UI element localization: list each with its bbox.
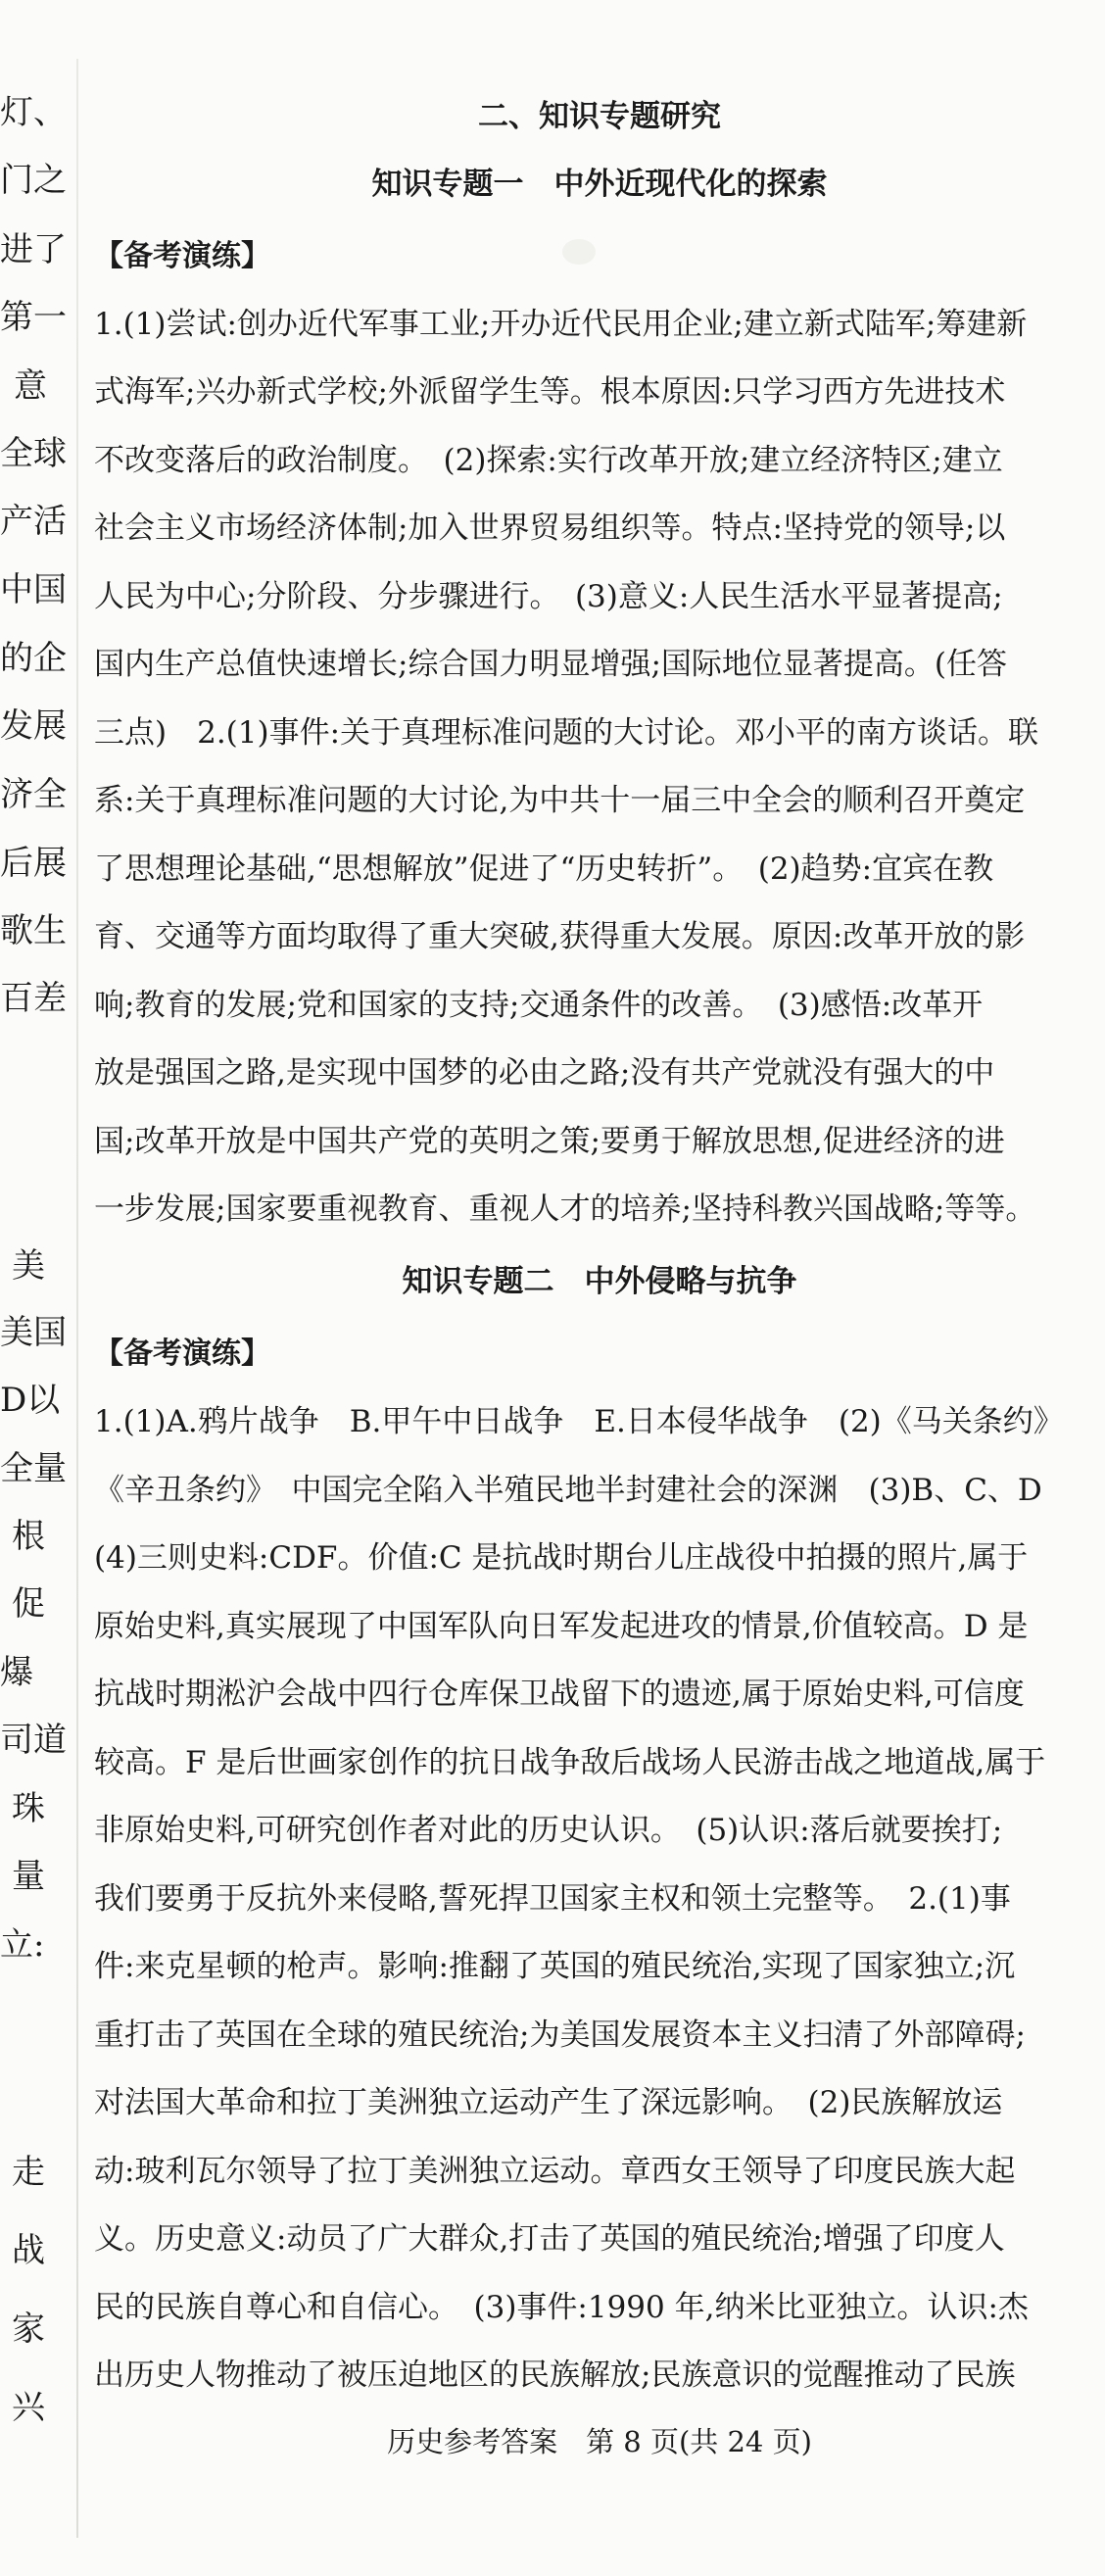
margin-fragment: 战 bbox=[12, 2231, 45, 2270]
topic1-line: 1.(1)尝试:创办近代军事工业;开办近代民用企业;建立新式陆军;筹建新 bbox=[94, 307, 1028, 342]
margin-fragment: 意 bbox=[14, 366, 47, 406]
topic2-line: 件:来克星顿的枪声。影响:推翻了英国的殖民统治,实现了国家独立;沉 bbox=[94, 1949, 1016, 1984]
margin-fragment: 根 bbox=[12, 1517, 45, 1556]
topic1-line: 国;改革开放是中国共产党的英明之策;要勇于解放思想,促进经济的进 bbox=[94, 1124, 1005, 1159]
topic2-line: 原始史料,真实展现了中国军队向日军发起进攻的情景,价值较高。D 是 bbox=[94, 1609, 1029, 1644]
margin-fragment: 第一 bbox=[0, 298, 67, 337]
margin-fragment: 促 bbox=[12, 1584, 45, 1624]
topic1-line: 育、交通等方面均取得了重大突破,获得重大发展。原因:改革开放的影 bbox=[94, 919, 1026, 954]
topic1-line: 人民为中心;分阶段、分步骤进行。 (3)意义:人民生活水平显著提高; bbox=[94, 579, 1003, 614]
margin-fragment: 百差 bbox=[0, 979, 67, 1018]
page-footer: 历史参考答案 第 8 页(共 24 页) bbox=[387, 2425, 812, 2458]
margin-fragment: 歌生 bbox=[0, 911, 67, 950]
margin-fragment: 家 bbox=[12, 2309, 45, 2349]
margin-fragment: 全量 bbox=[0, 1449, 67, 1488]
margin-fragment: 中国 bbox=[0, 570, 67, 609]
topic2-line: 出历史人物推动了被压迫地区的民族解放;民族意识的觉醒推动了民族 bbox=[94, 2357, 1016, 2393]
topic1-title: 知识专题一 中外近现代化的探索 bbox=[371, 167, 828, 202]
topic2-line: 《辛丑条约》 中国完全陷入半殖民地半封建社会的深渊 (3)B、C、D bbox=[94, 1473, 1042, 1508]
margin-fragment: 爆 bbox=[0, 1653, 33, 1692]
margin-fragment: 济全 bbox=[0, 775, 67, 814]
margin-fragment: 美 bbox=[12, 1246, 45, 1286]
topic1-line: 社会主义市场经济体制;加入世界贸易组织等。特点:坚持党的领导;以 bbox=[94, 510, 1006, 546]
margin-fragment: 兴 bbox=[12, 2388, 45, 2427]
margin-fragment: 灯、 bbox=[0, 93, 67, 132]
topic1-line: 国内生产总值快速增长;综合国力明显增强;国际地位显著提高。(任答 bbox=[94, 647, 1007, 682]
margin-fragment: 立: bbox=[0, 1925, 45, 1965]
margin-fragment: 后展 bbox=[0, 844, 67, 883]
margin-fragment: 走 bbox=[12, 2153, 45, 2192]
left-page-margin bbox=[0, 0, 83, 2576]
topic2-line: 民的民族自尊心和自信心。 (3)事件:1990 年,纳米比亚独立。认识:杰 bbox=[94, 2290, 1029, 2325]
topic2-line: 动:玻利瓦尔领导了拉丁美洲独立运动。章西女王领导了印度民族大起 bbox=[94, 2154, 1016, 2189]
topic1-line: 响;教育的发展;党和国家的支持;交通条件的改善。 (3)感悟:改革开 bbox=[94, 988, 984, 1023]
margin-fragment: D以 bbox=[0, 1381, 61, 1420]
margin-fragment: 的企 bbox=[0, 639, 67, 678]
topic1-line: 不改变落后的政治制度。 (2)探索:实行改革开放;建立经济特区;建立 bbox=[94, 443, 1003, 478]
margin-fragment: 产活 bbox=[0, 502, 67, 541]
topic2-line: 对法国大革命和拉丁美洲独立运动产生了深远影响。 (2)民族解放运 bbox=[94, 2085, 1003, 2120]
topic1-line: 系:关于真理标准问题的大讨论,为中共十一届三中全会的顺利召开奠定 bbox=[94, 783, 1026, 818]
topic2-line: 较高。F 是后世画家创作的抗日战争敌后战场人民游击战之地道战,属于 bbox=[94, 1745, 1046, 1780]
margin-fragment: 进了 bbox=[0, 230, 67, 269]
margin-fragment: 司道 bbox=[0, 1721, 67, 1760]
topic1-line: 三点) 2.(1)事件:关于真理标准问题的大讨论。邓小平的南方谈话。联 bbox=[94, 715, 1039, 751]
topic1-line: 一步发展;国家要重视教育、重视人才的培养;坚持科教兴国战略;等等。 bbox=[94, 1191, 1036, 1227]
margin-fragment: 全球 bbox=[0, 434, 67, 473]
answer-page bbox=[94, 0, 1105, 2576]
topic1-line: 放是强国之路,是实现中国梦的必由之路;没有共产党就没有强大的中 bbox=[94, 1055, 995, 1091]
section-title: 二、知识专题研究 bbox=[478, 99, 721, 134]
topic2-line: 重打击了英国在全球的殖民统治;为美国发展资本主义扫清了外部障碍; bbox=[94, 2017, 1026, 2053]
topic2-line: 非原始史料,可研究创作者对此的历史认识。 (5)认识:落后就要挨打; bbox=[94, 1813, 1003, 1848]
margin-fragment: 珠 bbox=[12, 1789, 45, 1828]
topic2-line: 义。历史意义:动员了广大群众,打击了英国的殖民统治;增强了印度人 bbox=[94, 2221, 1005, 2257]
scan-smudge bbox=[562, 239, 596, 265]
margin-fragment: 门之 bbox=[0, 161, 67, 200]
topic2-practice-label: 【备考演练】 bbox=[94, 1337, 270, 1371]
topic2-line: 我们要勇于反抗外来侵略,誓死捍卫国家主权和领土完整等。 2.(1)事 bbox=[94, 1881, 1011, 1917]
page-gutter bbox=[76, 59, 78, 2538]
topic2-line: 1.(1)A.鸦片战争 B.甲午中日战争 E.日本侵华战争 (2)《马关条约》 bbox=[94, 1404, 1064, 1439]
topic1-line: 式海军;兴办新式学校;外派留学生等。根本原因:只学习西方先进技术 bbox=[94, 374, 1006, 410]
margin-fragment: 量 bbox=[12, 1857, 45, 1896]
topic1-practice-label: 【备考演练】 bbox=[94, 239, 270, 273]
topic1-line: 了思想理论基础,“思想解放”促进了“历史转折”。 (2)趋势:宜宾在教 bbox=[94, 851, 994, 887]
topic2-title: 知识专题二 中外侵略与抗争 bbox=[402, 1264, 797, 1299]
topic2-line: (4)三则史料:CDF。价值:C 是抗战时期台儿庄战役中拍摄的照片,属于 bbox=[94, 1540, 1029, 1576]
margin-fragment: 发展 bbox=[0, 706, 67, 746]
margin-fragment: 美国 bbox=[0, 1313, 67, 1352]
topic2-line: 抗战时期淞沪会战中四行仓库保卫战留下的遗迹,属于原始史料,可信度 bbox=[94, 1677, 1025, 1712]
